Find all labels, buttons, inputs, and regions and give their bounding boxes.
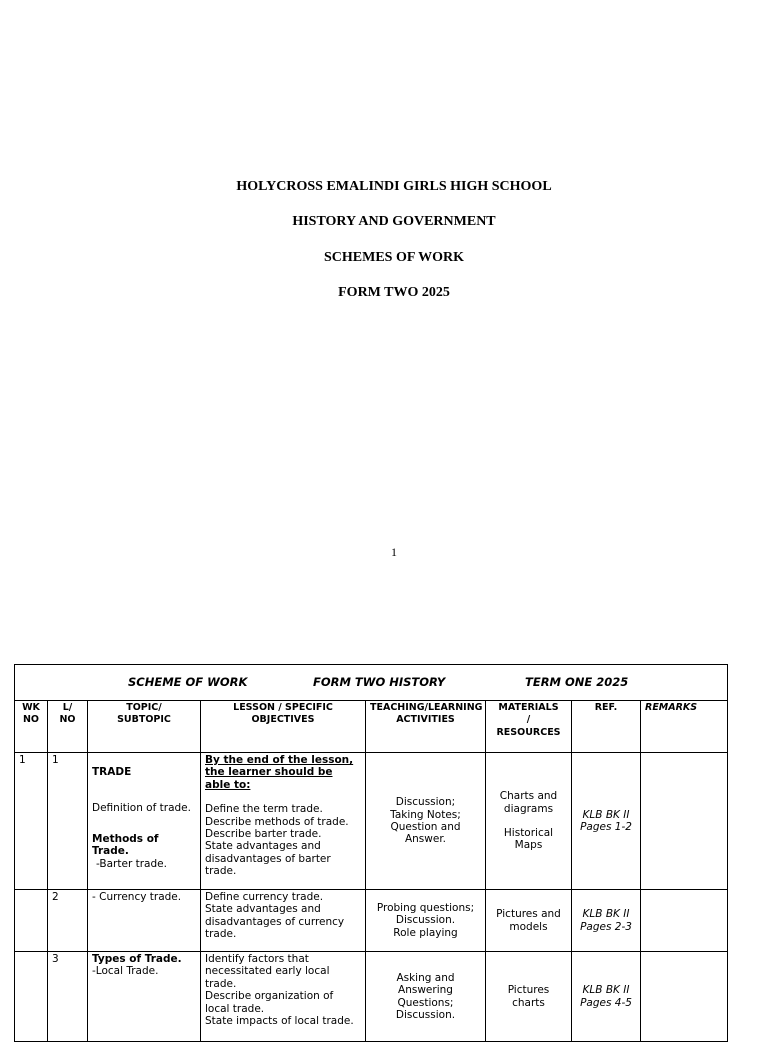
cell-wk — [15, 952, 48, 1042]
header-topic: TOPIC/ SUBTOPIC — [88, 701, 201, 753]
header-l-no: L/ NO — [48, 701, 88, 753]
topic-sub: -Local Trade. — [92, 965, 159, 978]
objectives-intro: By the end of the lesson, the learner should be able to: — [205, 754, 354, 791]
document-title-block — [0, 178, 768, 319]
table-banner-row — [15, 665, 728, 701]
table-row — [15, 890, 728, 952]
cell-remarks — [641, 753, 728, 890]
cell-lno: 1 — [48, 753, 88, 890]
cell-remarks — [641, 952, 728, 1042]
cell-activities: Asking and Answering Questions; Discussion. — [366, 952, 486, 1042]
cell-topic — [88, 952, 201, 1042]
cell-activities: Probing questions; Discussion. Role playing — [366, 890, 486, 952]
topic-sub: Definition of trade. — [92, 802, 191, 815]
cell-remarks — [641, 890, 728, 952]
header-remarks: REMARKS — [641, 701, 728, 753]
cell-objectives — [201, 753, 366, 890]
banner-scheme: SCHEME OF WORK — [128, 675, 248, 689]
cell-materials: Pictures charts — [486, 952, 572, 1042]
topic-title-2: Methods of Trade. — [92, 832, 159, 858]
subject-title: HISTORY AND GOVERNMENT — [292, 214, 496, 230]
objective-item: State impacts of local trade. — [205, 1015, 354, 1028]
objective-item: State advantages and disadvantages of barter trade. — [205, 840, 331, 878]
cell-topic — [88, 753, 201, 890]
table-row — [15, 753, 728, 890]
cell-lno: 3 — [48, 952, 88, 1042]
cell-activities: Discussion; Taking Notes; Question and Answer. — [366, 753, 486, 890]
objective-item: Define the term trade. — [205, 803, 323, 816]
form-year: FORM TWO 2025 — [338, 284, 450, 300]
objective-item: Identify factors that necessitated early local trade. — [205, 953, 330, 990]
cell-objectives — [201, 890, 366, 952]
banner-form: FORM TWO HISTORY — [313, 675, 446, 689]
topic-title: Types of Trade. — [92, 953, 182, 965]
cell-wk: 1 — [15, 753, 48, 890]
objective-item: Define currency trade. — [205, 891, 324, 903]
header-ref: REF. — [572, 701, 641, 753]
school-name: HOLYCROSS EMALINDI GIRLS HIGH SCHOOL — [236, 179, 552, 194]
objective-item: Describe barter trade. — [205, 828, 322, 841]
cell-topic — [88, 890, 201, 952]
table-header-row — [15, 701, 728, 753]
topic-sub: - Currency trade. — [92, 891, 182, 903]
cell-ref: KLB BK II Pages 2-3 — [572, 890, 641, 952]
header-materials: MATERIALS / RESOURCES — [486, 701, 572, 753]
page-number: 1 — [391, 545, 397, 559]
header-wk-no: WK NO — [15, 701, 48, 753]
scheme-of-work-table — [14, 664, 728, 1042]
cell-materials: Charts and diagrams Historical Maps — [486, 753, 572, 890]
objective-item: State advantages and disadvantages of currency trade. — [205, 903, 345, 941]
cell-wk — [15, 890, 48, 952]
header-objectives: LESSON / SPECIFIC OBJECTIVES — [201, 701, 366, 753]
cell-objectives — [201, 952, 366, 1042]
topic-title: TRADE — [92, 766, 132, 778]
header-activities: TEACHING/LEARNING ACTIVITIES — [366, 701, 486, 753]
objective-item: Describe methods of trade. — [205, 815, 349, 828]
objective-item: Describe organization of local trade. — [205, 990, 334, 1015]
topic-sub-2: -Barter trade. — [96, 857, 167, 870]
cell-ref: KLB BK II Pages 1-2 — [572, 753, 641, 890]
cell-lno: 2 — [48, 890, 88, 952]
banner-term: TERM ONE 2025 — [525, 675, 629, 689]
cell-ref: KLB BK II Pages 4-5 — [572, 952, 641, 1042]
cell-materials: Pictures and models — [486, 890, 572, 952]
table-row — [15, 952, 728, 1042]
document-type: SCHEMES OF WORK — [323, 249, 465, 265]
